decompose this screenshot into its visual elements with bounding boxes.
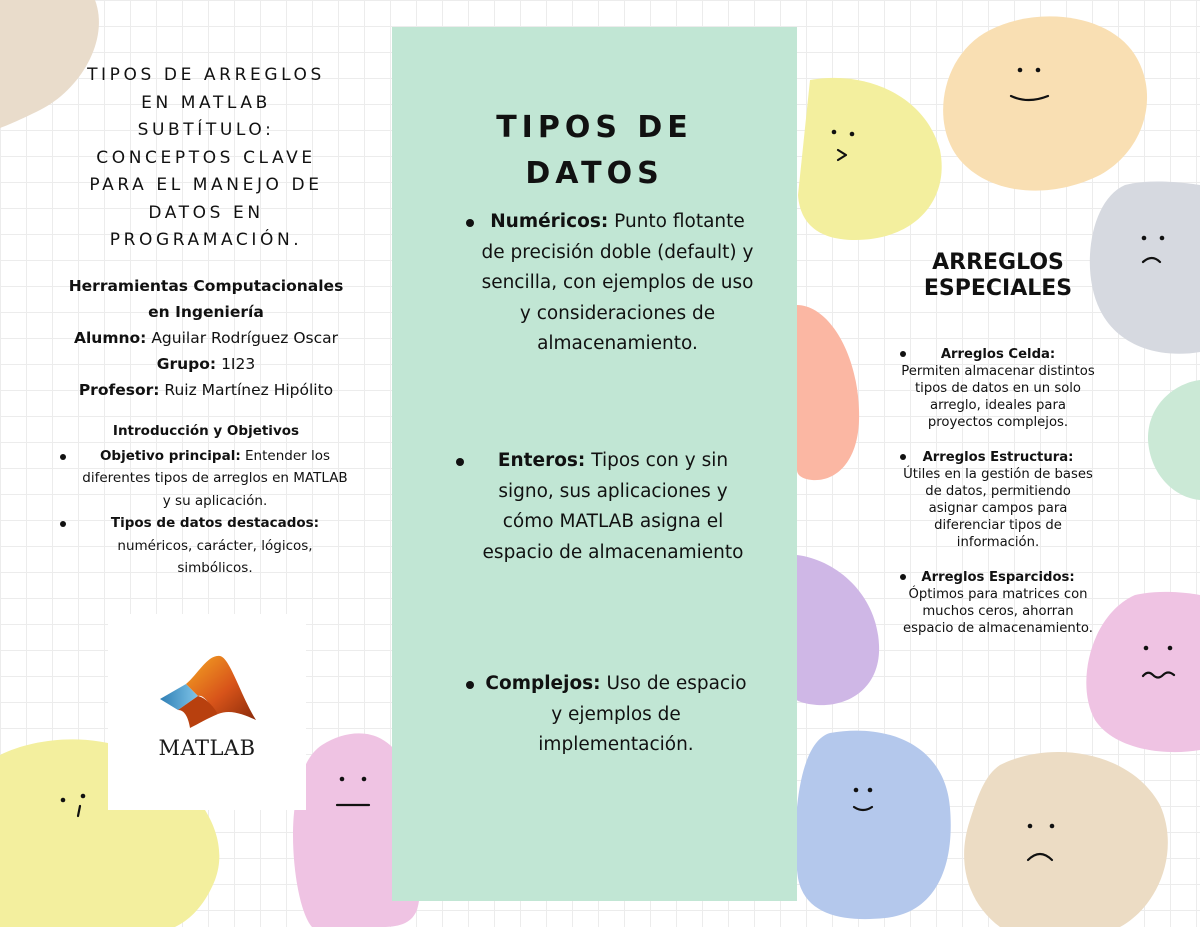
- teacher-line: [52, 377, 360, 403]
- title-line: PARA EL MANEJO DE: [89, 175, 323, 195]
- list-item-complejos: Complejos: Uso de espacio y ejemplos de implementación.: [480, 669, 752, 761]
- title-line: DATOS EN: [148, 202, 264, 223]
- objectives-list: [52, 445, 360, 580]
- title-line: ESPECIALES: [923, 276, 1073, 301]
- list-item: Tipos de datos destacados: numéricos, carácter, lógicos, simbólicos.: [52, 512, 360, 580]
- blob-mint-right: [1145, 380, 1200, 500]
- blob-salmon: [797, 300, 862, 485]
- frown-face-icon: [1020, 820, 1062, 866]
- bullet-icon: [900, 454, 906, 460]
- title-line: PROGRAMACIÓN.: [109, 230, 303, 250]
- smirk-face-icon: [828, 124, 862, 166]
- blob-lavender: [797, 555, 882, 710]
- intro-heading: Introducción y Objetivos: [112, 422, 300, 439]
- center-panel: [392, 27, 797, 901]
- course-name-line1: Herramientas Computacionales: [68, 276, 344, 295]
- title-line: TIPOS DE: [496, 110, 693, 145]
- list-item-numericos: Numéricos: Punto flotante de precisión doble (default) y sencilla, con ejemplos de uso y consideraciones de almacenamiento.: [480, 207, 755, 360]
- bullet-icon: [466, 681, 474, 689]
- student-line: [52, 325, 360, 351]
- matlab-logo: [108, 614, 306, 810]
- smile-face-icon: [850, 785, 878, 817]
- student-label: Alumno:: [73, 328, 147, 347]
- title-line: CONCEPTOS CLAVE: [96, 147, 316, 168]
- bullet-icon: [60, 521, 66, 527]
- list-item-esparcidos: Arreglos Esparcidos: Óptimos para matrices con muchos ceros, ahorran espacio de almacenamiento.: [900, 569, 1096, 637]
- sad-face-icon: [1138, 232, 1172, 270]
- happy-face-icon: [1008, 60, 1054, 108]
- group-value: 1I23: [221, 354, 256, 373]
- course-name-line2: en Ingeniería: [148, 302, 264, 321]
- wink-face-icon: [58, 790, 92, 820]
- title-line: ARREGLOS: [932, 250, 1064, 275]
- bullet-icon: [456, 458, 464, 466]
- center-title: [392, 105, 797, 197]
- title-line: SUBTÍTULO:: [137, 120, 275, 140]
- right-column: [900, 250, 1096, 637]
- bullet-icon: [900, 351, 906, 357]
- course-info: [52, 273, 360, 403]
- teacher-label: Profesor:: [78, 380, 160, 399]
- blob-blue-bottom: [795, 728, 955, 923]
- list-item-estructura: Arreglos Estructura: Útiles en la gestión de bases de datos, permitiendo asignar campos para diferenciar tipos de información.: [900, 449, 1096, 551]
- bullet-icon: [900, 574, 906, 580]
- left-column: [52, 62, 360, 580]
- matlab-membrane-icon: [158, 654, 258, 734]
- brochure-title: [52, 62, 360, 255]
- bullet-icon: [60, 454, 66, 460]
- title-line: DATOS: [525, 156, 664, 191]
- teacher-name: Ruiz Martínez Hipólito: [164, 380, 334, 399]
- title-line: EN MATLAB: [141, 92, 271, 113]
- right-title: [900, 250, 1096, 302]
- student-name: Aguilar Rodríguez Oscar: [151, 328, 338, 347]
- blob-yellow-mid: [795, 75, 945, 250]
- wavy-face-icon: [1140, 640, 1182, 682]
- list-item-celda: Arreglos Celda: Permiten almacenar distintos tipos de datos en un solo arreglo, ideales para proyectos complejos.: [901, 347, 1095, 430]
- blob-beige-bottom: [960, 745, 1170, 927]
- list-item: Objetivo principal: Entender los diferentes tipos de arreglos en MATLAB y su aplicación.: [52, 445, 360, 513]
- logo-text: MATLAB: [158, 736, 256, 760]
- group-line: [52, 351, 360, 377]
- group-label: Grupo:: [156, 354, 217, 373]
- neutral-face-icon: [334, 773, 372, 813]
- list-item-enteros: Enteros: Tipos con y sin signo, sus aplicaciones y cómo MATLAB asigna el espacio de almacenamiento: [482, 446, 744, 568]
- title-line: TIPOS DE ARREGLOS: [87, 65, 325, 85]
- bullet-icon: [466, 219, 474, 227]
